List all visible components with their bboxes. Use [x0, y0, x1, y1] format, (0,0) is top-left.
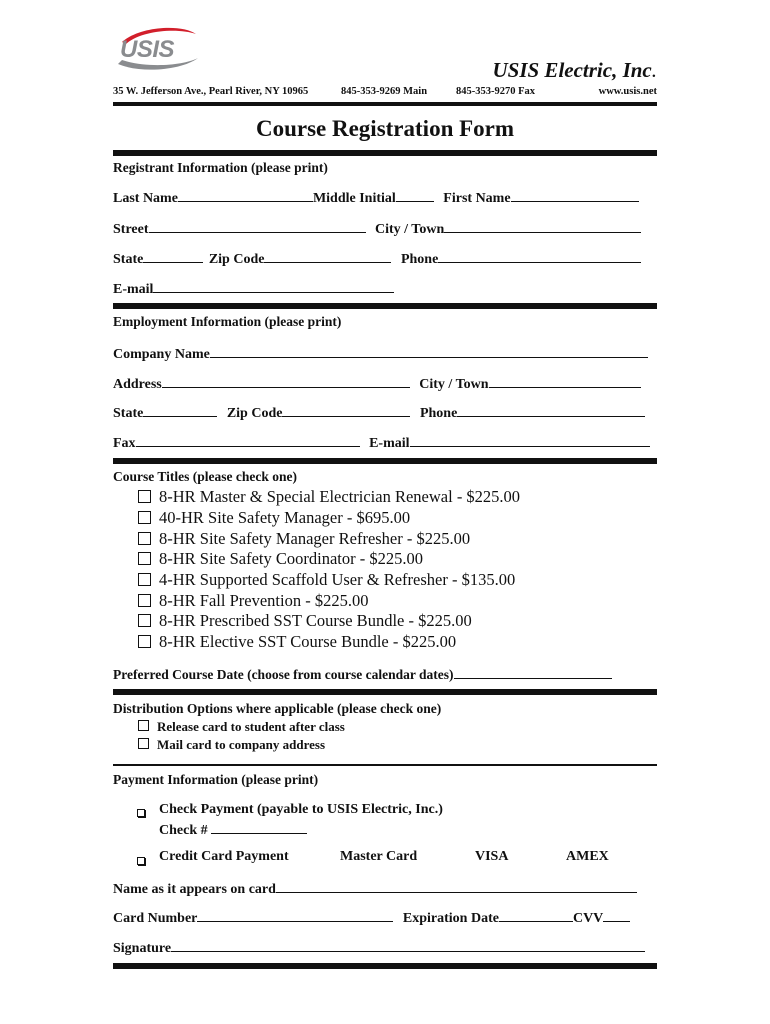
zip-field[interactable] [264, 249, 391, 263]
visa-label[interactable]: VISA [475, 849, 509, 864]
registrant-street-row: Street City / Town [113, 219, 641, 238]
checkbox-icon[interactable] [137, 857, 145, 865]
company-phone-field[interactable] [457, 403, 645, 417]
course-option[interactable]: 40-HR Site Safety Manager - $695.00 [138, 508, 410, 528]
courses-heading: Course Titles (please check one) [113, 469, 297, 484]
card-number-field[interactable] [197, 908, 393, 922]
company-name-field[interactable] [210, 344, 648, 358]
company-zip-field[interactable] [282, 403, 410, 417]
registrant-heading: Registrant Information (please print) [113, 160, 328, 175]
expiration-field[interactable] [499, 908, 573, 922]
registrant-name-row: Last Name Middle Initial First Name [113, 188, 639, 207]
master-card-label[interactable]: Master Card [340, 849, 418, 864]
company-website: www.usis.net [598, 86, 657, 97]
email-field[interactable] [153, 279, 394, 293]
distribution-option[interactable]: Mail card to company address [138, 737, 325, 753]
check-payment-label: Check Payment (payable to USIS Electric, Inc.) [159, 802, 443, 817]
preferred-date-row: Preferred Course Date (choose from course calendar dates) [113, 665, 612, 683]
employment-rule [113, 458, 657, 464]
cvv-field[interactable] [603, 908, 630, 922]
phone-field[interactable] [438, 249, 641, 263]
state-field[interactable] [143, 249, 203, 263]
last-name-field[interactable] [178, 188, 313, 202]
name-on-card-field[interactable] [276, 879, 637, 893]
middle-initial-field[interactable] [396, 188, 434, 202]
employment-state-row: State Zip Code Phone [113, 403, 645, 422]
company-address: 35 W. Jefferson Ave., Pearl River, NY 10965 [113, 86, 309, 97]
name-on-card-row: Name as it appears on card [113, 879, 637, 898]
company-city-field[interactable] [489, 374, 641, 388]
distribution-heading: Distribution Options where applicable (please check one) [113, 701, 442, 716]
check-number-field[interactable] [211, 820, 307, 834]
street-field[interactable] [149, 219, 366, 233]
distribution-rule [113, 764, 657, 766]
preferred-date-field[interactable] [454, 665, 612, 679]
checkbox-icon[interactable] [138, 614, 151, 627]
employment-fax-row: Fax E-mail [113, 433, 650, 452]
company-address-field[interactable] [162, 374, 410, 388]
logo-text: USIS [120, 36, 175, 63]
signature-row: Signature [113, 938, 645, 957]
employment-company-row: Company Name [113, 344, 648, 363]
form-title: Course Registration Form [255, 116, 515, 141]
checkbox-icon[interactable] [138, 720, 149, 731]
checkbox-icon[interactable] [138, 635, 151, 648]
signature-field[interactable] [171, 938, 645, 952]
distribution-option[interactable]: Release card to student after class [138, 719, 345, 735]
employment-address-row: Address City / Town [113, 374, 641, 393]
course-option[interactable]: 8-HR Site Safety Manager Refresher - $225.00 [138, 529, 470, 549]
checkbox-icon[interactable] [138, 532, 151, 545]
company-email-field[interactable] [410, 433, 650, 447]
city-field[interactable] [444, 219, 641, 233]
company-fax-field[interactable] [136, 433, 360, 447]
footer-rule [113, 963, 657, 969]
checkbox-icon[interactable] [138, 573, 151, 586]
registrant-email-row: E-mail [113, 279, 394, 298]
payment-heading: Payment Information (please print) [113, 772, 319, 787]
courses-rule [113, 689, 657, 695]
usis-logo [112, 24, 204, 72]
header-rule [113, 102, 657, 106]
course-option[interactable]: 8-HR Prescribed SST Course Bundle - $225.00 [138, 611, 472, 631]
company-phone-main: 845-353-9269 Main [341, 86, 428, 97]
check-number-row: Check # [159, 820, 307, 839]
company-phone-fax: 845-353-9270 Fax [456, 86, 536, 97]
checkbox-icon[interactable] [138, 511, 151, 524]
first-name-field[interactable] [511, 188, 639, 202]
company-state-field[interactable] [143, 403, 217, 417]
course-option[interactable]: 8-HR Elective SST Course Bundle - $225.00 [138, 632, 456, 652]
credit-card-option[interactable] [137, 854, 145, 872]
registrant-rule [113, 303, 657, 309]
checkbox-icon[interactable] [138, 490, 151, 503]
amex-label[interactable]: AMEX [566, 849, 609, 864]
check-payment-option[interactable] [137, 806, 145, 824]
registrant-state-row: State Zip Code Phone [113, 249, 641, 268]
title-rule [113, 150, 657, 156]
checkbox-icon[interactable] [138, 738, 149, 749]
card-number-row: Card Number Expiration Date CVV [113, 908, 630, 927]
course-option[interactable]: 8-HR Master & Special Electrician Renewal - $225.00 [138, 487, 520, 507]
course-option[interactable]: 8-HR Fall Prevention - $225.00 [138, 591, 368, 611]
checkbox-icon[interactable] [137, 809, 145, 817]
credit-card-label: Credit Card Payment [159, 849, 289, 864]
course-option[interactable]: 4-HR Supported Scaffold User & Refresher - $135.00 [138, 570, 515, 590]
checkbox-icon[interactable] [138, 594, 151, 607]
checkbox-icon[interactable] [138, 552, 151, 565]
company-name: USIS Electric, Inc. [492, 58, 657, 82]
course-option[interactable]: 8-HR Site Safety Coordinator - $225.00 [138, 549, 423, 569]
employment-heading: Employment Information (please print) [113, 314, 342, 329]
